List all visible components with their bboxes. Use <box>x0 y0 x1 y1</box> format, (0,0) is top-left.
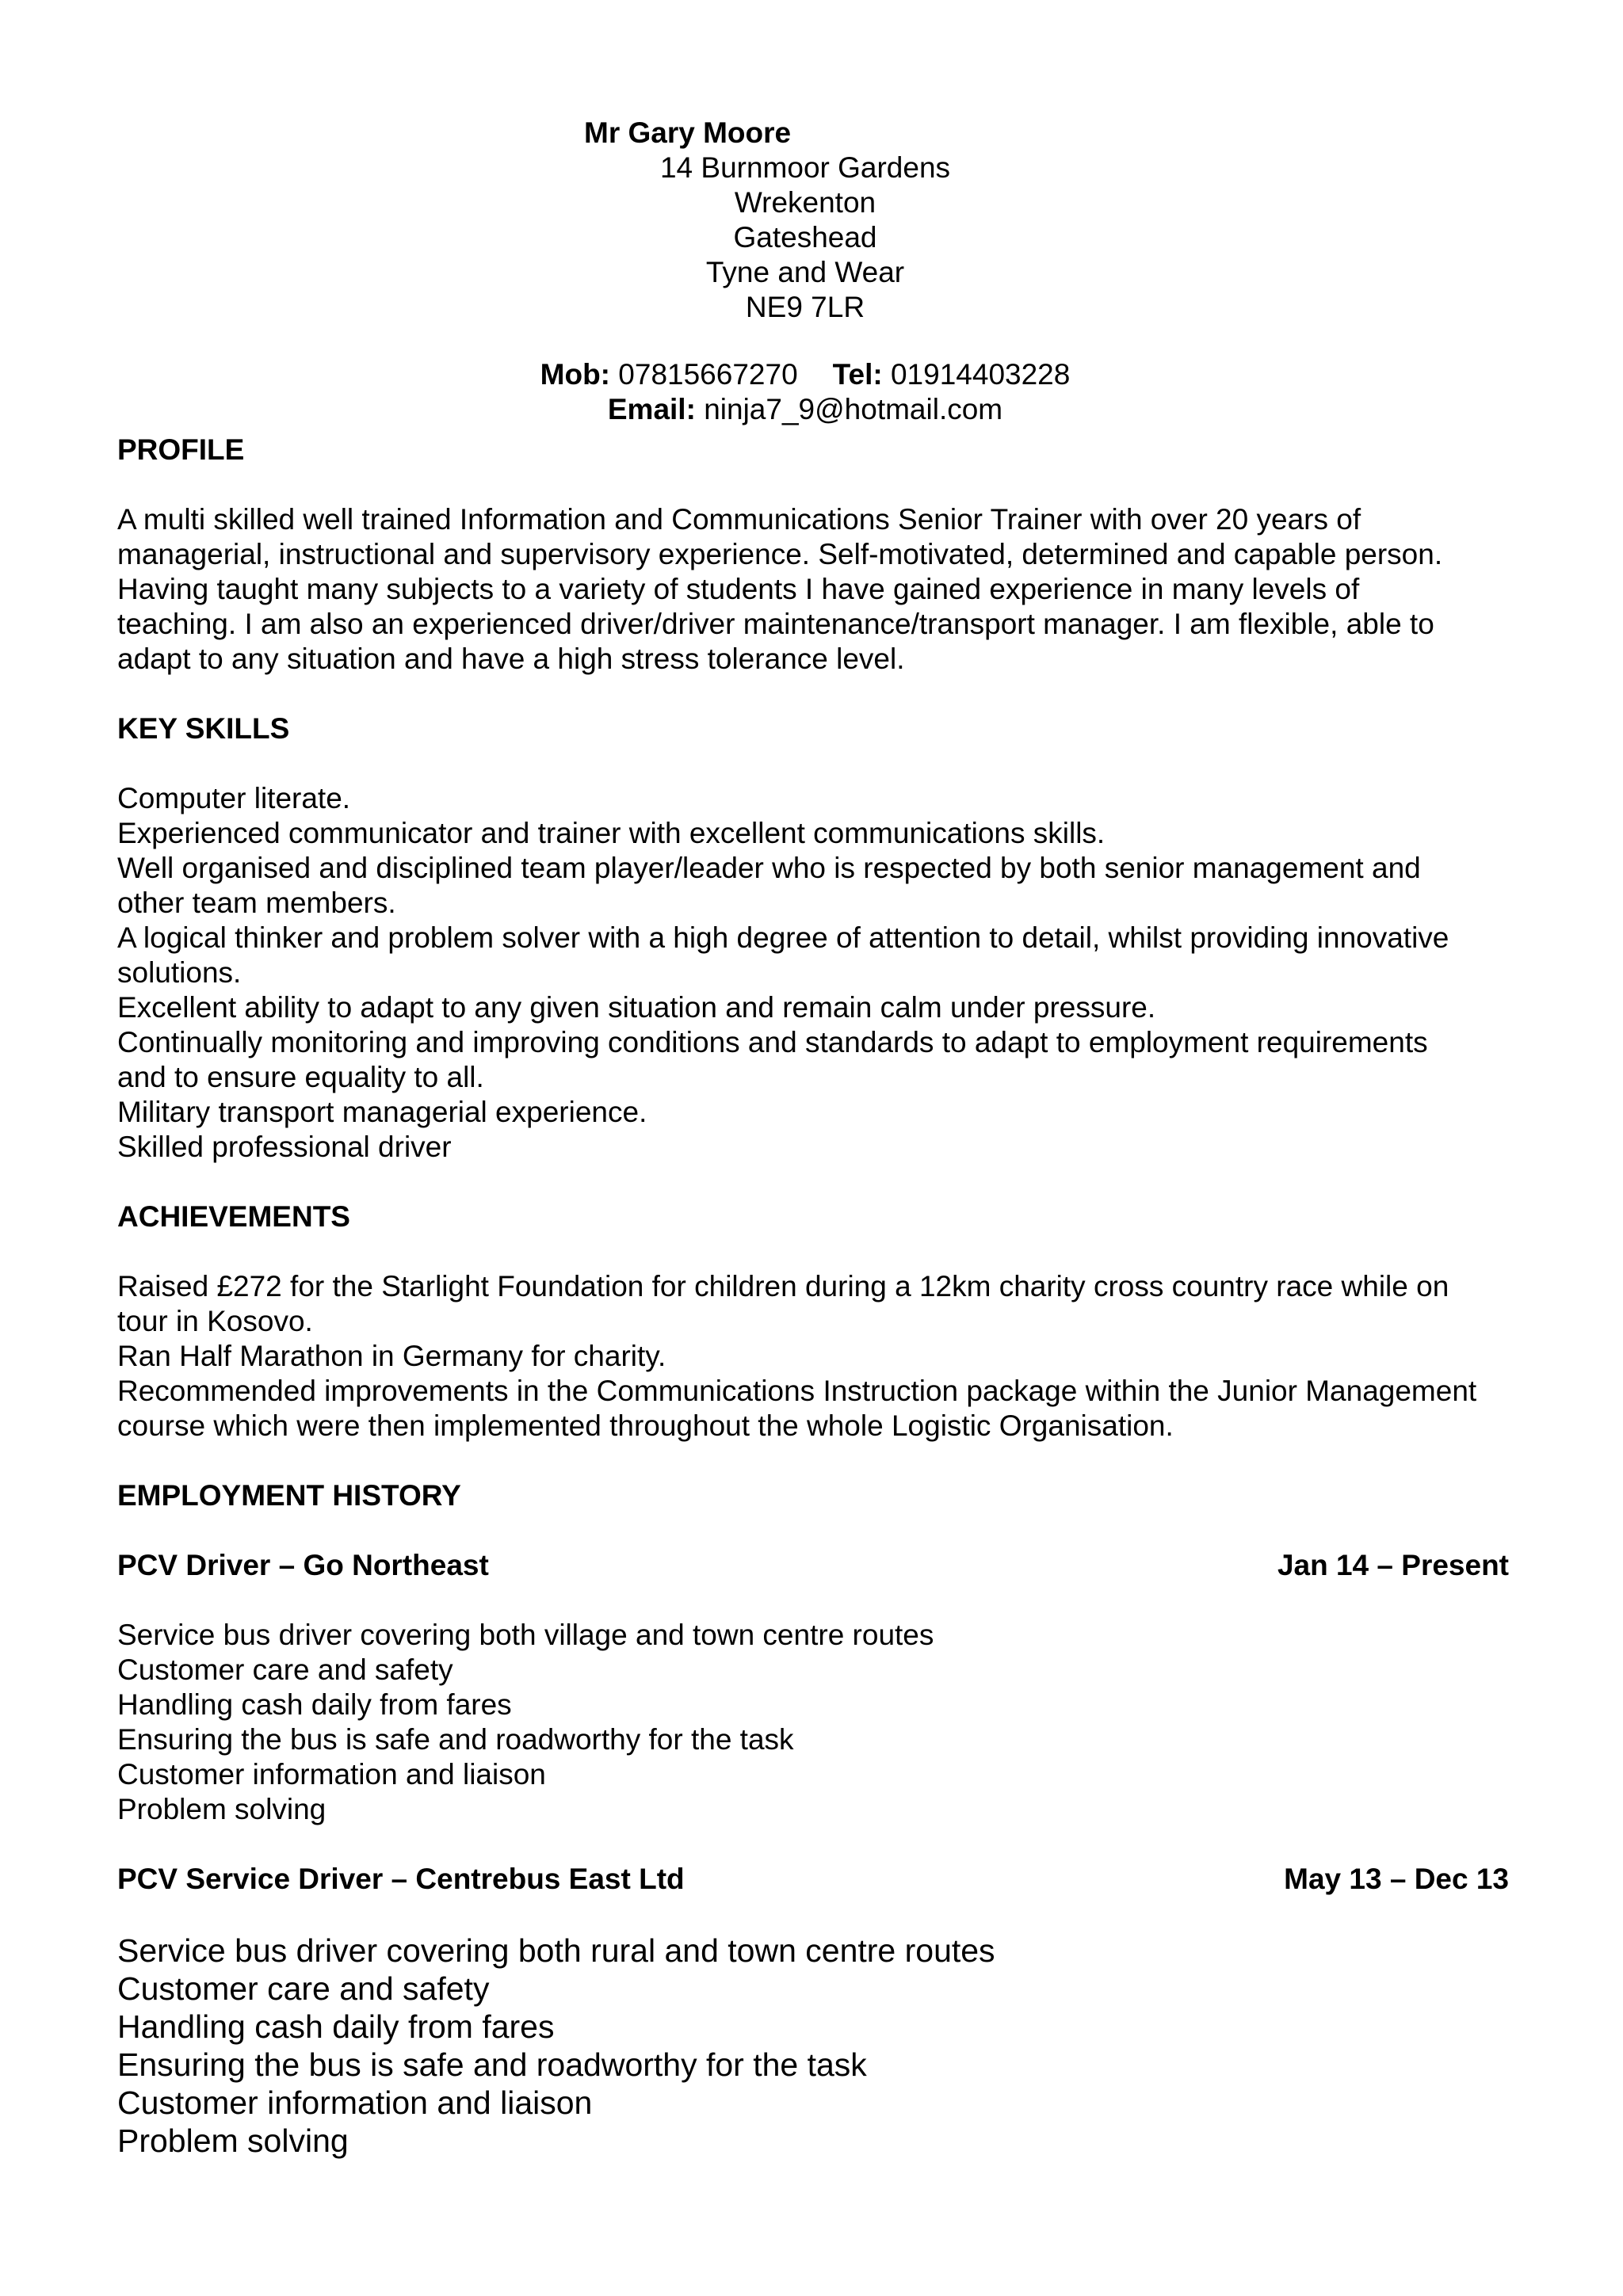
duty-line: Handling cash daily from fares <box>117 1688 512 1721</box>
email-line <box>117 392 1493 427</box>
address-line: Gateshead <box>733 221 877 254</box>
text-line: adapt to any situation and have a high stress tolerance level. <box>117 643 905 675</box>
section-title: ACHIEVEMENTS <box>117 1200 350 1233</box>
text-line: solutions. <box>117 956 242 989</box>
profile-text <box>117 502 1520 677</box>
text-line: other team members. <box>117 887 396 919</box>
job-dates: Jan 14 – Present <box>1277 1549 1509 1581</box>
text-line: Experienced communicator and trainer with excellent communications skills. <box>117 817 1106 849</box>
text-line: tour in Kosovo. <box>117 1305 313 1337</box>
address-line: NE9 7LR <box>745 291 865 323</box>
duty-line: Problem solving <box>117 2122 349 2159</box>
section-title: KEY SKILLS <box>117 712 290 745</box>
job-role: PCV Service Driver – Centrebus East Ltd <box>117 1863 685 1895</box>
job-heading <box>117 1548 1509 1583</box>
contact-header <box>117 116 1520 433</box>
text-line: Military transport managerial experience. <box>117 1096 647 1128</box>
email-label: Email: <box>607 393 696 425</box>
section-title: PROFILE <box>117 433 245 466</box>
duty-line: Ensuring the bus is safe and roadworthy for the task <box>117 2046 867 2083</box>
achievements-list <box>117 1269 1520 1444</box>
address-line: 14 Burnmoor Gardens <box>659 151 951 184</box>
cv-page <box>117 116 1520 2160</box>
duty-line: Customer care and safety <box>117 1653 453 1686</box>
text-line: and to ensure equality to all. <box>117 1061 484 1093</box>
duty-line: Problem solving <box>117 1793 327 1825</box>
text-line: Excellent ability to adapt to any given situation and remain calm under pressure. <box>117 991 1156 1024</box>
address-line: Wrekenton <box>734 186 876 219</box>
text-line: Having taught many subjects to a variety of students I have gained experience in many levels of <box>117 573 1360 605</box>
key-skills-list <box>117 781 1520 1165</box>
profile-section <box>117 433 1520 677</box>
duty-line: Customer information and liaison <box>117 1758 546 1791</box>
job-duties <box>117 1932 1520 2160</box>
phone-line <box>117 357 1493 392</box>
text-line: Raised £272 for the Starlight Foundation for children during a 12km charity cross country race while on <box>117 1270 1449 1302</box>
job-role: PCV Driver – Go Northeast <box>117 1549 489 1581</box>
text-line: Well organised and disciplined team player/leader who is respected by both senior management and <box>117 852 1421 884</box>
email-value: ninja7_9@hotmail.com <box>704 393 1003 425</box>
duty-line: Service bus driver covering both rural and town centre routes <box>117 1932 995 1969</box>
section-title: EMPLOYMENT HISTORY <box>117 1479 461 1512</box>
candidate-name: Mr Gary Moore <box>584 116 792 149</box>
tel-value: 01914403228 <box>890 358 1071 391</box>
contact-details <box>117 357 1493 427</box>
text-line: Computer literate. <box>117 782 351 814</box>
text-line: A logical thinker and problem solver with a high degree of attention to detail, whilst providing innovative <box>117 921 1449 954</box>
achievements-section <box>117 1199 1520 1444</box>
text-line: teaching. I am also an experienced driver/driver maintenance/transport manager. I am flexible, able to <box>117 608 1434 640</box>
address-line: Tyne and Wear <box>705 256 905 288</box>
job-duties <box>117 1618 1520 1827</box>
job-heading <box>117 1862 1509 1897</box>
address-block <box>117 151 1493 325</box>
duty-line: Customer information and liaison <box>117 2084 593 2121</box>
text-line: Recommended improvements in the Communications Instruction package within the Junior Management <box>117 1375 1477 1407</box>
mob-value: 07815667270 <box>618 358 798 391</box>
text-line: A multi skilled well trained Information and Communications Senior Trainer with over 20 years of <box>117 503 1361 536</box>
duty-line: Handling cash daily from fares <box>117 2008 555 2045</box>
duty-line: Ensuring the bus is safe and roadworthy for the task <box>117 1723 794 1756</box>
text-line: course which were then implemented throughout the whole Logistic Organisation. <box>117 1409 1174 1442</box>
text-line: Ran Half Marathon in Germany for charity. <box>117 1340 666 1372</box>
tel-label: Tel: <box>832 358 883 391</box>
text-line: managerial, instructional and supervisory experience. Self-motivated, determined and capable person. <box>117 538 1443 570</box>
text-line: Continually monitoring and improving conditions and standards to adapt to employment requirements <box>117 1026 1428 1058</box>
job-dates: May 13 – Dec 13 <box>1284 1863 1509 1895</box>
key-skills-section <box>117 711 1520 1165</box>
mob-label: Mob: <box>540 358 611 391</box>
duty-line: Service bus driver covering both village and town centre routes <box>117 1619 934 1651</box>
text-line: Skilled professional driver <box>117 1131 452 1163</box>
employment-section <box>117 1478 1520 2160</box>
duty-line: Customer care and safety <box>117 1970 490 2007</box>
